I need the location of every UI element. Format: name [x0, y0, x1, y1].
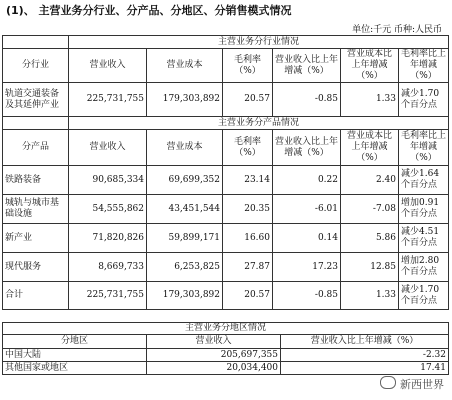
row-label: 合计 [3, 282, 69, 310]
industry-header: 营业收入比上年增减（%） [273, 49, 341, 83]
unit-note: 单位:千元 币种:人民币 [352, 25, 442, 35]
table-cell: 90,685,334 [69, 166, 147, 195]
table-cell: 6,253,825 [147, 253, 223, 282]
table-cell: 8,669,733 [69, 253, 147, 282]
section-title: (1)、 主营业务分行业、分产品、分地区、分销售模式情况 [6, 4, 292, 17]
table-cell: 1.33 [341, 83, 399, 117]
table-cell: 增加2.80个百分点 [399, 253, 449, 282]
table-cell: 20.35 [223, 195, 273, 224]
table-row [3, 224, 449, 253]
table-cell: 增加0.91个百分点 [399, 195, 449, 224]
row-label: 中国大陆 [3, 349, 147, 362]
table-cell: 179,303,892 [147, 83, 223, 117]
watermark-text: 新西世界 [400, 378, 444, 391]
row-label: 现代服务 [3, 253, 69, 282]
table-cell: 12.85 [341, 253, 399, 282]
product-header: 毛利率比上年增减（%） [399, 130, 449, 166]
table-cell: -6.01 [273, 195, 341, 224]
table-cell: 16.60 [223, 224, 273, 253]
region-header: 分地区 [3, 335, 147, 349]
industry-header: 营业成本比上年增减（%） [341, 49, 399, 83]
watermark [380, 376, 444, 392]
table-cell: -0.85 [273, 83, 341, 117]
table-cell: 71,820,826 [69, 224, 147, 253]
product-header: 营业成本 [147, 130, 223, 166]
table-cell: 5.86 [341, 224, 399, 253]
table-cell: 20.57 [223, 282, 273, 310]
table-cell: 0.14 [273, 224, 341, 253]
table-cell: 20.57 [223, 83, 273, 117]
table-row [3, 83, 449, 117]
table-cell: 23.14 [223, 166, 273, 195]
table-row [3, 349, 449, 362]
table-cell: 205,697,355 [147, 349, 281, 362]
table-cell: 1.33 [341, 282, 399, 310]
product-header: 毛利率（%） [223, 130, 273, 166]
product-caption: 主营业务分产品情况 [69, 117, 449, 130]
table-cell: -2.32 [281, 349, 449, 362]
table-cell: 17.23 [273, 253, 341, 282]
table-cell: 减少1.70个百分点 [399, 282, 449, 310]
industry-product-table [2, 35, 449, 310]
table-cell: 43,451,544 [147, 195, 223, 224]
row-label: 新产业 [3, 224, 69, 253]
industry-header: 营业收入 [69, 49, 147, 83]
table-cell: -7.08 [341, 195, 399, 224]
table-cell: 27.87 [223, 253, 273, 282]
table-cell: 17.41 [281, 362, 449, 375]
region-table [2, 322, 449, 375]
industry-header: 毛利率比上年增减（%） [399, 49, 449, 83]
region-header: 营业收入比上年增减（%） [281, 335, 449, 349]
industry-header: 分行业 [3, 49, 69, 83]
table-cell: 59,899,171 [147, 224, 223, 253]
table-cell: 0.22 [273, 166, 341, 195]
table-cell: 减少1.64个百分点 [399, 166, 449, 195]
table-row [3, 253, 449, 282]
industry-header: 营业成本 [147, 49, 223, 83]
product-header: 分产品 [3, 130, 69, 166]
table-cell: 69,699,352 [147, 166, 223, 195]
row-label: 轨道交通装备及其延伸产业 [3, 83, 69, 117]
row-label: 其他国家或地区 [3, 362, 147, 375]
row-label: 铁路装备 [3, 166, 69, 195]
wechat-icon [380, 376, 396, 389]
table-row-total [3, 282, 449, 310]
table-cell: 225,731,755 [69, 83, 147, 117]
table-cell: 225,731,755 [69, 282, 147, 310]
table-cell: -0.85 [273, 282, 341, 310]
table-cell: 2.40 [341, 166, 399, 195]
product-header: 营业收入比上年增减（%） [273, 130, 341, 166]
product-header: 营业成本比上年增减（%） [341, 130, 399, 166]
table-row [3, 166, 449, 195]
table-cell: 179,303,892 [147, 282, 223, 310]
industry-header: 毛利率（%） [223, 49, 273, 83]
table-cell: 减少4.51个百分点 [399, 224, 449, 253]
industry-caption: 主营业务分行业情况 [69, 36, 449, 49]
table-row [3, 362, 449, 375]
table-cell: 54,555,862 [69, 195, 147, 224]
region-header: 营业收入 [147, 335, 281, 349]
table-cell: 20,034,400 [147, 362, 281, 375]
region-caption: 主营业务分地区情况 [3, 323, 449, 335]
row-label: 城轨与城市基础设施 [3, 195, 69, 224]
table-cell: 减少1.70个百分点 [399, 83, 449, 117]
product-header: 营业收入 [69, 130, 147, 166]
table-row [3, 195, 449, 224]
